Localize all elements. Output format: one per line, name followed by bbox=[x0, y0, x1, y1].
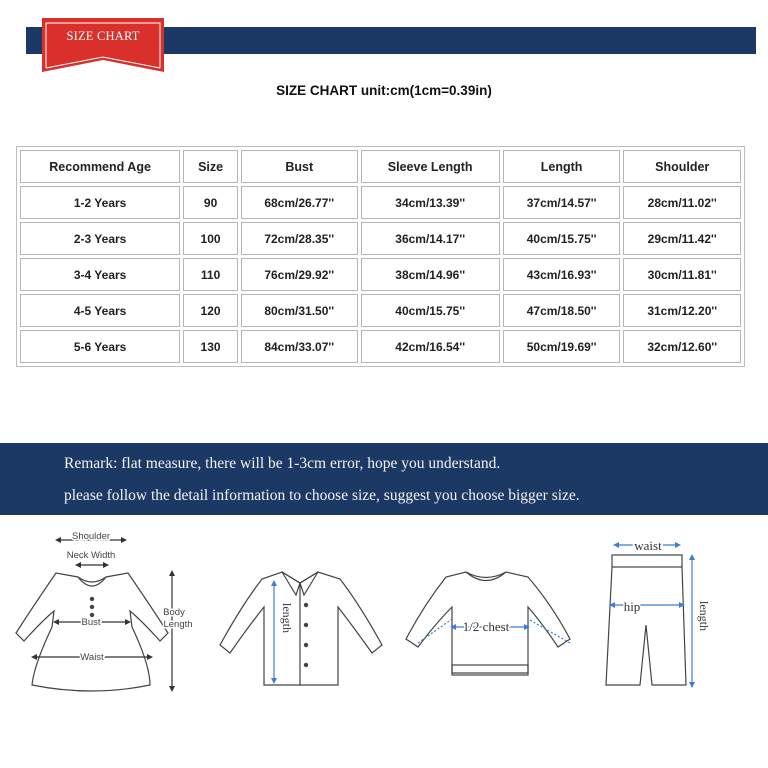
table-cell: 100 bbox=[183, 222, 238, 255]
table-cell: 34cm/13.39'' bbox=[361, 186, 500, 219]
table-cell: 28cm/11.02'' bbox=[623, 186, 741, 219]
table-cell: 76cm/29.92'' bbox=[241, 258, 358, 291]
table-cell: 43cm/16.93'' bbox=[503, 258, 621, 291]
shirt-diagram bbox=[220, 572, 382, 685]
header-cell-size: Size bbox=[183, 150, 238, 183]
size-chart-ribbon bbox=[42, 18, 164, 72]
table-cell: 110 bbox=[183, 258, 238, 291]
table-cell: 4-5 Years bbox=[20, 294, 180, 327]
table-cell: 50cm/19.69'' bbox=[503, 330, 621, 363]
label-pants-length: length bbox=[697, 601, 711, 631]
chart-title: SIZE CHART unit:cm(1cm=0.39in) bbox=[276, 83, 492, 98]
table-row bbox=[20, 222, 741, 255]
measurement-diagrams bbox=[0, 515, 768, 715]
table-cell: 2-3 Years bbox=[20, 222, 180, 255]
table-cell: 29cm/11.42'' bbox=[623, 222, 741, 255]
label-bust: Bust bbox=[81, 617, 101, 628]
label-half-chest: 1/2 chest bbox=[462, 619, 510, 634]
table-cell: 5-6 Years bbox=[20, 330, 180, 363]
header-cell-age: Recommend Age bbox=[20, 150, 180, 183]
table-cell: 38cm/14.96'' bbox=[361, 258, 500, 291]
label-pants-hip: hip bbox=[623, 599, 641, 614]
table-row bbox=[20, 186, 741, 219]
table-cell: 72cm/28.35'' bbox=[241, 222, 358, 255]
table-cell: 30cm/11.81'' bbox=[623, 258, 741, 291]
remark-line-1: Remark: flat measure, there will be 1-3cm error, hope you understand. bbox=[64, 455, 501, 472]
label-length: Length bbox=[163, 619, 193, 630]
table-cell: 36cm/14.17'' bbox=[361, 222, 500, 255]
label-shirt-length: length bbox=[280, 603, 294, 633]
table-cell: 32cm/12.60'' bbox=[623, 330, 741, 363]
remark-line-2: please follow the detail information to choose size, suggest you choose bigger size. bbox=[64, 487, 580, 504]
header-cell-shoulder: Shoulder bbox=[623, 150, 741, 183]
table-cell: 84cm/33.07'' bbox=[241, 330, 358, 363]
header-cell-bust: Bust bbox=[241, 150, 358, 183]
table-row bbox=[20, 258, 741, 291]
table-cell: 40cm/15.75'' bbox=[361, 294, 500, 327]
table-cell: 3-4 Years bbox=[20, 258, 180, 291]
table-cell: 80cm/31.50'' bbox=[241, 294, 358, 327]
table-header-row bbox=[20, 150, 741, 183]
table-cell: 40cm/15.75'' bbox=[503, 222, 621, 255]
label-waist: Waist bbox=[80, 652, 104, 663]
table-cell: 130 bbox=[183, 330, 238, 363]
size-table bbox=[16, 146, 745, 367]
pants-diagram bbox=[606, 545, 692, 685]
table-cell: 31cm/12.20'' bbox=[623, 294, 741, 327]
table-row bbox=[20, 330, 741, 363]
label-neck-width: Neck Width bbox=[66, 550, 116, 561]
header-cell-sleeve: Sleeve Length bbox=[361, 150, 500, 183]
ribbon-label: SIZE CHART bbox=[66, 29, 140, 43]
label-body: Body bbox=[163, 607, 185, 618]
table-row bbox=[20, 294, 741, 327]
table-cell: 37cm/14.57'' bbox=[503, 186, 621, 219]
label-pants-waist: waist bbox=[634, 538, 662, 553]
label-shoulder: Shoulder bbox=[71, 531, 111, 542]
table-cell: 90 bbox=[183, 186, 238, 219]
dress-diagram bbox=[16, 540, 172, 691]
table-cell: 120 bbox=[183, 294, 238, 327]
table-cell: 42cm/16.54'' bbox=[361, 330, 500, 363]
table-cell: 47cm/18.50'' bbox=[503, 294, 621, 327]
table-cell: 1-2 Years bbox=[20, 186, 180, 219]
table-cell: 68cm/26.77'' bbox=[241, 186, 358, 219]
header-cell-length: Length bbox=[503, 150, 621, 183]
